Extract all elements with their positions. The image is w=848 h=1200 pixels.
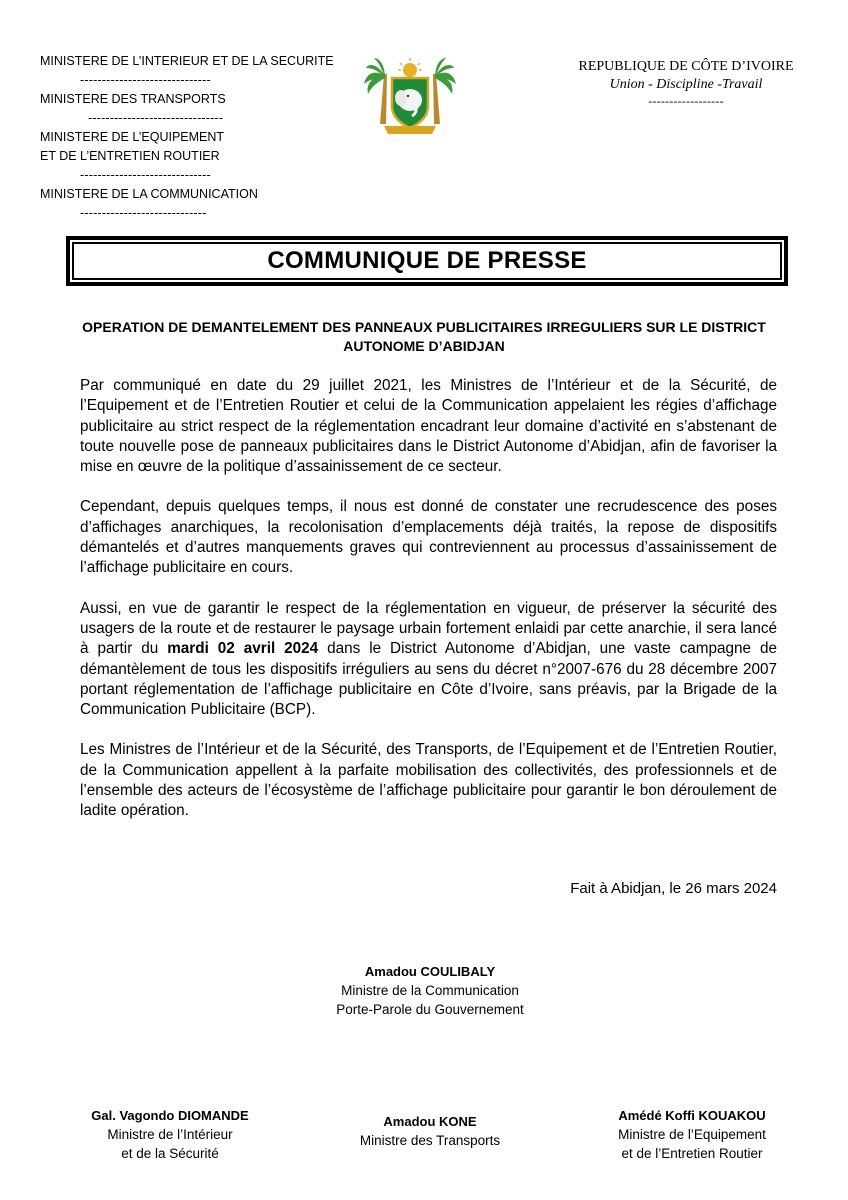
signatory-main — [290, 962, 570, 1019]
ministry-interior: MINISTERE DE L’INTERIEUR ET DE LA SECURITE — [40, 54, 334, 68]
separator: ------------------ — [648, 94, 724, 108]
paragraph-4: Les Ministres de l’Intérieur et de la Sécurité, des Transports, de l’Equipement et de l’Entretien Routier, de la Communication appellent à la parfaite mobilisation des collectivités, des professionnels et de l’ensemble des acteurs de l’écosystème de l’affichage publicitaire pour garantir le bon déroulement de ladite opération. — [80, 741, 777, 820]
signatory-right — [582, 1106, 802, 1163]
signatory-title: et de l’Entretien Routier — [621, 1146, 763, 1161]
subject-heading: OPERATION DE DEMANTELEMENT DES PANNEAUX PUBLICITAIRES IRREGULIERS SUR LE DISTRICT AUTONOME D’ABIDJAN — [82, 319, 766, 354]
communique-body — [80, 376, 777, 842]
signatory-title: Ministre des Transports — [359, 1133, 501, 1148]
signatory-name: Gal. Vagondo DIOMANDE — [91, 1108, 249, 1123]
ministry-transports: MINISTERE DES TRANSPORTS — [40, 92, 226, 106]
separator: ------------------------------ — [80, 168, 211, 182]
signatory-left — [60, 1106, 280, 1163]
signatory-title: Porte-Parole du Gouvernement — [336, 1002, 524, 1017]
signatory-title: Ministre de la Communication — [341, 983, 519, 998]
date-line: Fait à Abidjan, le 26 mars 2024 — [570, 880, 777, 897]
separator: ------------------------------ — [80, 73, 211, 87]
paragraph-3-text-end: dans le District Autonome d’Abidjan, une vaste campagne de démantèlement de tous les dispositifs irréguliers au sens du décret n°2007-676 du 28 décembre 2007 portant réglementation de l’affichage publicitaire en Côte d’Ivoire, sans préavis, par la Brigade de la Communication Publicitaire (BCP). — [80, 640, 778, 719]
signatory-name: Amadou COULIBALY — [364, 964, 496, 979]
republic-motto: Union - Discipline -Travail — [609, 77, 763, 92]
signatory-title: et de la Sécurité — [121, 1146, 219, 1161]
paragraph-2: Cependant, depuis quelques temps, il nous est donné de constater une recrudescence des poses d’affichages anarchiques, la recolonisation d’emplacements déjà traités, la repose de dispositifs démantelés et d’autres manquements graves qui contreviennent au processus d’assainissement de l’affichage publicitaire en cours. — [80, 498, 777, 577]
ministry-communication: MINISTERE DE LA COMMUNICATION — [40, 187, 258, 201]
paragraph-3-text-start: Aussi, en vue de garantir le respect de la réglementation en vigueur, de préserver la sécurité des usagers de la route et de restaurer le paysage urbain fortement enlaidi par cette anarchie, il sera lancé à partir du — [80, 599, 777, 658]
ministry-equipment-line1: MINISTERE DE L’EQUIPEMENT — [40, 130, 225, 144]
paragraph-3 — [80, 599, 777, 721]
ministry-equipment-line2: ET DE L’ENTRETIEN ROUTIER — [40, 149, 220, 163]
ministries-header — [40, 52, 334, 223]
republic-header — [560, 58, 812, 108]
press-title-box — [66, 236, 788, 286]
launch-date: mardi 02 avril 2024 — [167, 640, 319, 658]
signatory-title: Ministre de l’Intérieur — [107, 1127, 233, 1142]
press-title: COMMUNIQUE DE PRESSE — [267, 247, 587, 274]
coat-of-arms-icon — [362, 54, 458, 140]
signatory-center — [320, 1112, 540, 1150]
separator: ------------------------------- — [88, 111, 224, 125]
republic-name: REPUBLIQUE DE CÔTE D’IVOIRE — [578, 59, 794, 74]
signatory-name: Amédé Koffi KOUAKOU — [618, 1108, 766, 1123]
separator: ----------------------------- — [80, 206, 207, 220]
signatory-title: Ministre de l’Equipement — [618, 1127, 766, 1142]
paragraph-1: Par communiqué en date du 29 juillet 2021, les Ministres de l’Intérieur et de la Sécurité, de l’Equipement et de l’Entretien Routier et celui de la Communication appelaient les régies d’affichage publicitaire au strict respect de la réglementation encadrant leur domaine d’activité en s’abstenant de toute nouvelle pose de panneaux publicitaires dans le District Autonome d’Abidjan, afin de favoriser la mise en œuvre de la politique d’assainissement de ce secteur. — [80, 377, 777, 476]
signatory-name: Amadou KONE — [383, 1114, 477, 1129]
